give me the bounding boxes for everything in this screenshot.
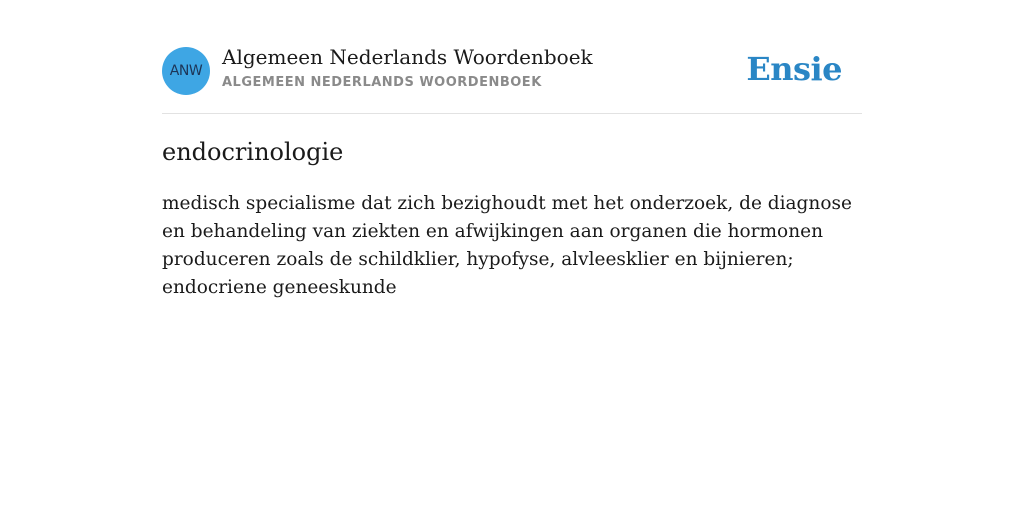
source-title[interactable]: Algemeen Nederlands Woordenboek <box>222 45 593 69</box>
entry-card <box>162 0 862 298</box>
entry-term: endocrinologie <box>162 138 344 166</box>
source-logo[interactable] <box>162 47 210 95</box>
brand-logo[interactable]: Ensie <box>746 50 842 88</box>
source-subtitle: ALGEMEEN NEDERLANDS WOORDENBOEK <box>222 75 542 90</box>
header <box>162 0 862 114</box>
entry-definition: medisch specialisme dat zich bezighoudt met het onderzoek, de diagnose en behandeling van ziekten en afwijkingen aan organen die hormonen produceren zoals de schildklier, hypofyse, alvleesklier en bijnieren; endocriene geneeskunde <box>162 193 852 298</box>
logo-text: ANW <box>169 63 203 79</box>
